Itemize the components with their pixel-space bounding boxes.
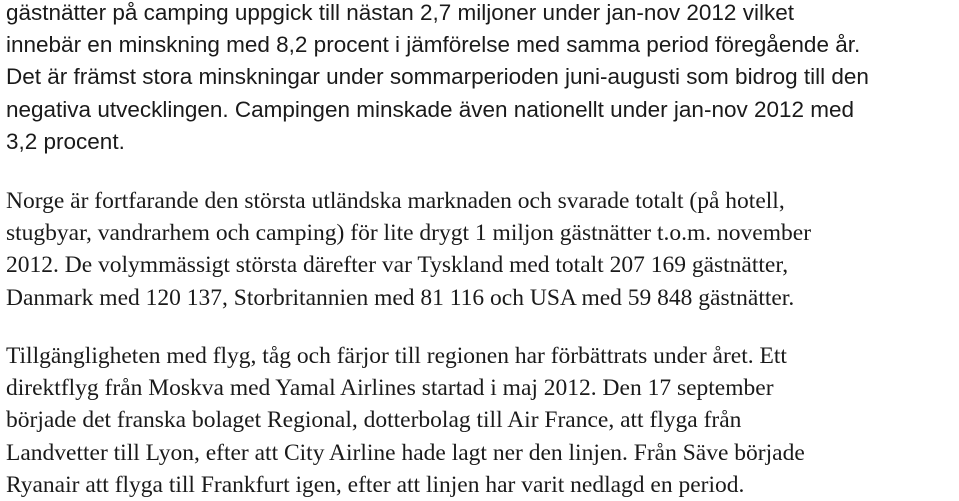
text-line: Landvetter till Lyon, efter att City Airline hade lagt ner den linjen. Från Säve började	[6, 439, 805, 466]
text-line: negativa utvecklingen. Campingen minskade även nationellt under jan-nov 2012 med	[6, 96, 855, 122]
text-line: började det franska bolaget Regional, dotterbolag till Air France, att flyga från	[6, 407, 742, 434]
text-line: gästnätter på camping uppgick till nästan 2,7 miljoner under jan-nov 2012 vilket	[6, 0, 794, 25]
text-line: Ryanair att flyga till Frankfurt igen, efter att linjen har varit nedlagd en period.	[6, 471, 745, 498]
text-line: 3,2 procent.	[6, 128, 125, 154]
text-line: Danmark med 120 137, Storbritannien med 81 116 och USA med 59 848 gästnätter.	[6, 284, 795, 311]
paragraph-accessibility	[6, 340, 805, 501]
text-line: direktflyg från Moskva med Yamal Airlines startad i maj 2012. Den 17 september	[6, 375, 774, 402]
text-line: Det är främst stora minskningar under sommarperioden juni-augusti som bidrog till den	[6, 64, 869, 90]
paragraph-camping	[6, 0, 869, 158]
text-line: 2012. De volymmässigt största därefter var Tyskland med totalt 207 169 gästnätter,	[6, 252, 789, 279]
paragraph-foreign-markets	[6, 185, 811, 314]
text-line: Tillgängligheten med flyg, tåg och färjor till regionen har förbättrats under året. Ett	[6, 343, 787, 369]
text-line: innebär en minskning med 8,2 procent i jämförelse med samma period föregående år.	[6, 32, 861, 58]
text-line: Norge är fortfarande den största utländska marknaden och svarade totalt (på hotell,	[6, 188, 785, 214]
text-line: stugbyar, vandrarhem och camping) för lite drygt 1 miljon gästnätter t.o.m. november	[6, 220, 812, 247]
